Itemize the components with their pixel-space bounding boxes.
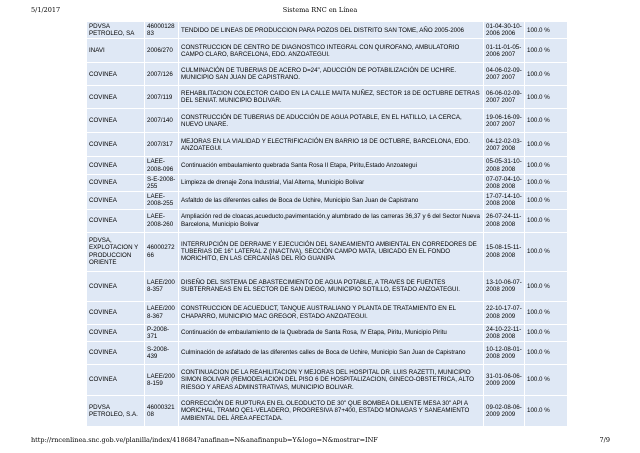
dates-cell: 24-10-22-11-2008 2008 bbox=[484, 325, 524, 341]
dates-cell: 01-11-01-05-2006 2007 bbox=[484, 39, 524, 62]
table-row bbox=[87, 133, 567, 156]
description-cell: CONTINUACION DE LA REAHILITACION Y MEJORAS DEL HOSPITAL DR. LUIS RAZETTI, MUNICIPIO SIMON BOLIVAR (REMODELACION DEL PISO 6 DE HOSPITALIZACION, GINECO-OBSTETRICA, ALTO RIESGO Y AREAS ADMINSTRATIVAS, MUNICIPIO BOLIVAR. bbox=[179, 365, 483, 395]
contract-number-cell: LAEE-2008-255 bbox=[145, 192, 178, 208]
description-cell: Culminación de asfaltado de las diferentes calles de Boca de Uchire, Municipio San Juan de Capistrano bbox=[179, 342, 483, 364]
description-cell: CORRECCIÓN DE RUPTURA EN EL OLEODUCTO DE 30" QUE BOMBEA DILUENTE MESA 30" API A MORICHAL, TRAMO QE1-VELADERO, PROGRESIVA 87+400, ESTADO MONAGAS Y SANEAMIENTO AMBIENTAL DEL ÁREA AFECTADA. bbox=[179, 396, 483, 426]
page-title: Sistema RNC en Línea bbox=[282, 6, 358, 14]
contract-number-cell: 4600012883 bbox=[145, 22, 178, 38]
contract-number-cell: LAEE-2008-096 bbox=[145, 157, 178, 173]
contract-number-cell: P-2008-371 bbox=[145, 325, 178, 341]
percent-cell: 100.0 % bbox=[525, 302, 567, 324]
contract-number-cell: LAEE/2008-159 bbox=[145, 365, 178, 395]
percent-cell: 100.0 % bbox=[525, 325, 567, 341]
contract-number-cell: LAEE/2008-357 bbox=[145, 272, 178, 301]
contract-number-cell: 2007/317 bbox=[145, 133, 178, 156]
organization-cell: COVINEA bbox=[87, 175, 144, 191]
contract-number-cell: S-2008-439 bbox=[145, 342, 178, 364]
percent-cell: 100.0 % bbox=[525, 86, 567, 108]
dates-cell: 10-12-08-01-2008 2009 bbox=[484, 342, 524, 364]
percent-cell: 100.0 % bbox=[525, 342, 567, 364]
table-row bbox=[87, 325, 567, 341]
organization-cell: COVINEA bbox=[87, 210, 144, 232]
description-cell: CULMINACIÓN DE TUBERIAS DE ACERO D=24", ADUCCIÓN DE POTABILIZACIÓN DE UCHIRE. MUNICIPIO SAN JUAN DE CAPISTRANO. bbox=[179, 63, 483, 85]
dates-cell: 17-07-14-10-2008 2008 bbox=[484, 192, 524, 208]
table-row bbox=[87, 396, 567, 426]
table-row bbox=[87, 175, 567, 191]
dates-cell: 09-02-08-06-2009 2009 bbox=[484, 396, 524, 426]
organization-cell: COVINEA bbox=[87, 302, 144, 324]
description-cell: TENDIDO DE LINEAS DE PRODUCCION PARA POZOS DEL DISTRITO SAN TOME, AÑO 2005-2006 bbox=[179, 22, 483, 38]
organization-cell: PDVSA, EXPLOTACION Y PRODUCCION ORIENTE bbox=[87, 233, 144, 271]
table-row bbox=[87, 302, 567, 324]
organization-cell: PDVSA PETROLEO, S.A. bbox=[87, 396, 144, 426]
organization-cell: PDVSA PETROLEO, SA bbox=[87, 22, 144, 38]
contract-number-cell: LAEE-2008-260 bbox=[145, 210, 178, 232]
organization-cell: COVINEA bbox=[87, 86, 144, 108]
experience-table bbox=[86, 21, 568, 427]
organization-cell: COVINEA bbox=[87, 272, 144, 301]
dates-cell: 22-10-17-07-2008 2009 bbox=[484, 302, 524, 324]
description-cell: INTERRUPCIÓN DE DERRAME Y EJECUCIÓN DEL SANEAMIENTO AMBIENTAL EN CORREDORES DE TUBERIAS DE 16" LATERAL Z (INACTIVA), SECCIÓN CAMPO MATA, UBICADO EN EL FONDO MORICHITO, EN LAS CERCANÍAS DEL RÍO GUANIPA bbox=[179, 233, 483, 271]
organization-cell: COVINEA bbox=[87, 133, 144, 156]
description-cell: CONSTRUCCION DE CENTRO DE DIAGNOSTICO INTEGRAL CON QUIROFANO, AMBULATORIO CAMPO CLARO, BARCELONA, EDO. ANZOATEGUI. bbox=[179, 39, 483, 62]
organization-cell: COVINEA bbox=[87, 325, 144, 341]
table-row bbox=[87, 39, 567, 62]
percent-cell: 100.0 % bbox=[525, 365, 567, 395]
table-row bbox=[87, 86, 567, 108]
description-cell: Continuación de embaulamiento de la Quebrada de Santa Rosa, IV Etapa, Piritu, Municipio Piritu bbox=[179, 325, 483, 341]
contract-number-cell: 4600032108 bbox=[145, 396, 178, 426]
percent-cell: 100.0 % bbox=[525, 63, 567, 85]
table-row bbox=[87, 210, 567, 232]
dates-cell: 13-10-06-07-2008 2009 bbox=[484, 272, 524, 301]
organization-cell: COVINEA bbox=[87, 192, 144, 208]
contract-number-cell: 2007/140 bbox=[145, 109, 178, 132]
contract-number-cell: 2007/126 bbox=[145, 63, 178, 85]
table-row bbox=[87, 63, 567, 85]
contract-number-cell: 2007/119 bbox=[145, 86, 178, 108]
contract-number-cell: 2006/270 bbox=[145, 39, 178, 62]
table-row bbox=[87, 22, 567, 38]
table-row bbox=[87, 157, 567, 173]
description-cell: MEJORAS EN LA VIALIDAD Y ELECTRIFICACIÓN EN BARRIO 18 DE OCTUBRE, BARCELONA, EDO. ANZOATEGUI. bbox=[179, 133, 483, 156]
percent-cell: 100.0 % bbox=[525, 157, 567, 173]
percent-cell: 100.0 % bbox=[525, 396, 567, 426]
contract-number-cell: S-E-2008-255 bbox=[145, 175, 178, 191]
percent-cell: 100.0 % bbox=[525, 233, 567, 271]
organization-cell: COVINEA bbox=[87, 157, 144, 173]
percent-cell: 100.0 % bbox=[525, 192, 567, 208]
table-row bbox=[87, 365, 567, 395]
dates-cell: 05-05-31-10-2008 2008 bbox=[484, 157, 524, 173]
percent-cell: 100.0 % bbox=[525, 210, 567, 232]
description-cell: Limpieza de drenaje Zona Industrial, Vial Alterna, Municipio Bolivar bbox=[179, 175, 483, 191]
dates-cell: 06-06-02-09-2007 2007 bbox=[484, 86, 524, 108]
table-row bbox=[87, 233, 567, 271]
percent-cell: 100.0 % bbox=[525, 22, 567, 38]
contract-number-cell: LAEE/2008-367 bbox=[145, 302, 178, 324]
page-number: 7/9 bbox=[599, 436, 610, 444]
percent-cell: 100.0 % bbox=[525, 175, 567, 191]
organization-cell: COVINEA bbox=[87, 342, 144, 364]
dates-cell: 26-07-24-11-2008 2008 bbox=[484, 210, 524, 232]
dates-cell: 19-06-16-09-2007 2007 bbox=[484, 109, 524, 132]
description-cell: CONSTRUCCION DE ACUEDUCT, TANQUE AUSTRALIANO Y PLANTA DE TRATAMIENTO EN EL CHAPARRO, MUNICIPIO MAC GREGOR, ESTADO ANZOATEGUI. bbox=[179, 302, 483, 324]
table-row bbox=[87, 192, 567, 208]
description-cell: REHABILITACION COLECTOR CAIDO EN LA CALLE MAITA NUÑEZ, SECTOR 18 DE OCTUBRE DETRAS DEL SENIAT. MUNICIPIO BOLIVAR. bbox=[179, 86, 483, 108]
description-cell: DISEÑO DEL SISTEMA DE ABASTECIMIENTO DE AGUA POTABLE, A TRAVES DE FUENTES SUBTERRANEAS EN EL SECTOR DE SAN DIEGO, MUNICIPIO SOTILLO, ESTADO ANZOATEGUI. bbox=[179, 272, 483, 301]
dates-cell: 04-12-02-03-2007 2008 bbox=[484, 133, 524, 156]
print-date: 5/1/2017 bbox=[31, 6, 61, 14]
dates-cell: 04-06-02-09-2007 2007 bbox=[484, 63, 524, 85]
percent-cell: 100.0 % bbox=[525, 39, 567, 62]
organization-cell: INAVI bbox=[87, 39, 144, 62]
page-footer bbox=[0, 436, 640, 448]
organization-cell: COVINEA bbox=[87, 109, 144, 132]
description-cell: CONSTRUCCIÓN DE TUBERIAS DE ADUCCIÓN DE AGUA POTABLE, EN EL HATILLO, LA CERCA, NUEVO UNARE. bbox=[179, 109, 483, 132]
organization-cell: COVINEA bbox=[87, 365, 144, 395]
percent-cell: 100.0 % bbox=[525, 272, 567, 301]
table-row bbox=[87, 272, 567, 301]
page-url: http://rncenlinea.snc.gob.ve/planilla/index/418684?anafinan=N&anafinanpub=Y&logo=N&mostrar=INF bbox=[31, 436, 378, 444]
organization-cell: COVINEA bbox=[87, 63, 144, 85]
percent-cell: 100.0 % bbox=[525, 109, 567, 132]
dates-cell: 07-07-04-10-2008 2008 bbox=[484, 175, 524, 191]
description-cell: Continuación embaulamiento quebrada Santa Rosa II Etapa, Piritu,Estado Anzoategui bbox=[179, 157, 483, 173]
percent-cell: 100.0 % bbox=[525, 133, 567, 156]
dates-cell: 31-01-06-06-2009 2009 bbox=[484, 365, 524, 395]
dates-cell: 15-08-15-11-2008 2008 bbox=[484, 233, 524, 271]
description-cell: Asfaltdo de las diferentes calles de Boca de Uchire, Municipio San Juan de Capistrano bbox=[179, 192, 483, 208]
dates-cell: 01-04-30-10-2006 2006 bbox=[484, 22, 524, 38]
description-cell: Ampliación red de cloacas,acueducto,pavimentación,y alumbrado de las carreras 36,37 y 6 del Sector Nueva Barcelona, Municipio Bolivar bbox=[179, 210, 483, 232]
table-row bbox=[87, 109, 567, 132]
page-header bbox=[0, 6, 640, 18]
table-row bbox=[87, 342, 567, 364]
contract-number-cell: 4600027266 bbox=[145, 233, 178, 271]
